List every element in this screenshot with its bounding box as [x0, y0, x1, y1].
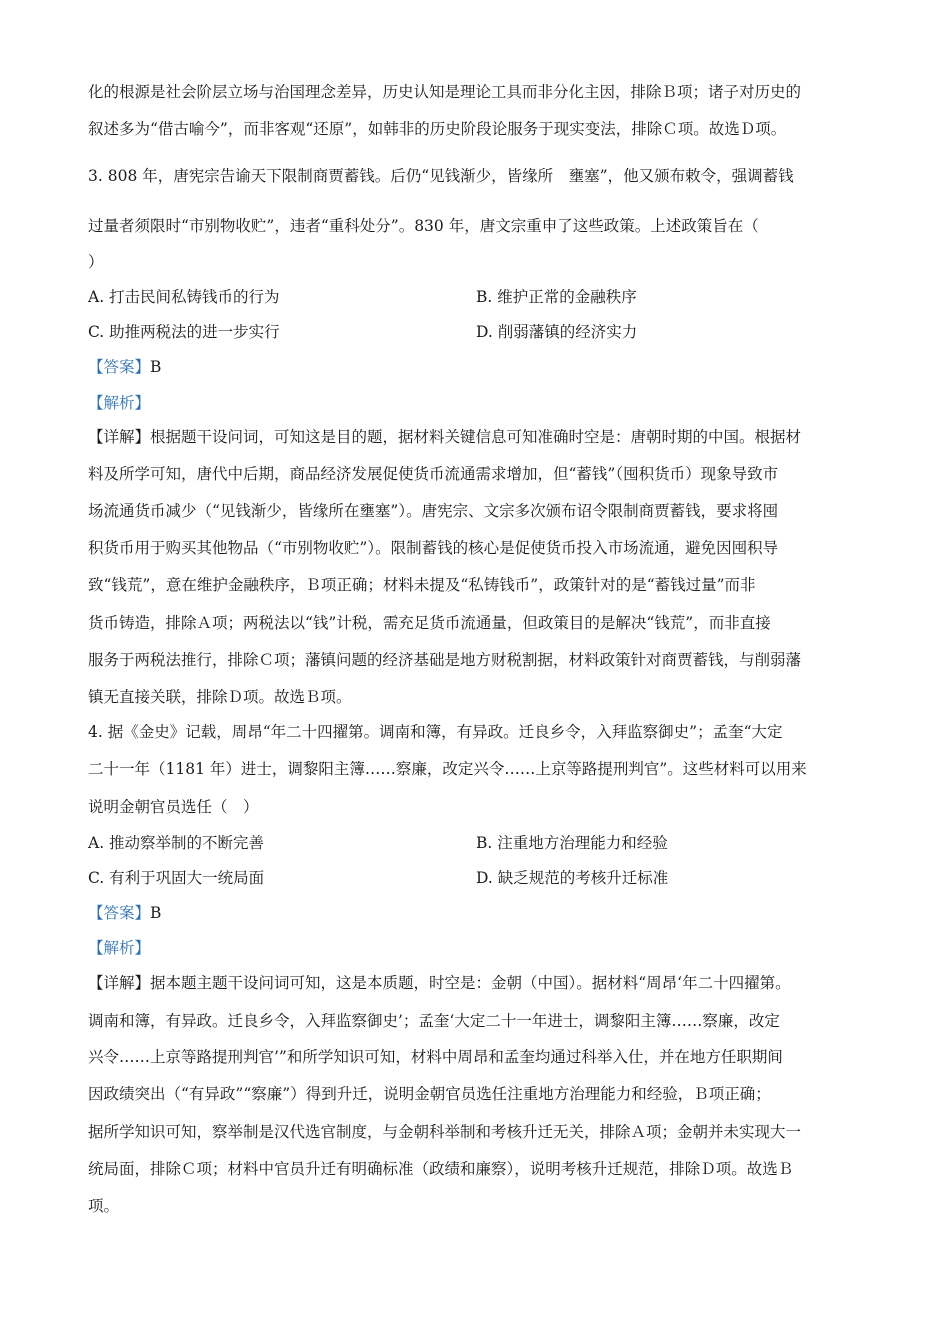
q4-option-d: D. 缺乏规范的考核升迁标准	[476, 869, 669, 887]
q3-stem-line-2: 过量者须限时“市别物收贮”，违者“重科处分”。830 年，唐文宗重申了这些政策。上述政策旨在（	[88, 217, 759, 235]
q3-option-d: D. 削弱藩镇的经济实力	[476, 323, 638, 341]
q3-answer-value: B	[150, 358, 162, 376]
q3-stem-line-1: 3. 808 年，唐宪宗告谕天下限制商贾蓄钱。后仍“见钱渐少，皆缘所 壅塞”，他又颁布敕令，强调蓄钱	[88, 167, 794, 185]
q3-option-b: B. 维护正常的金融秩序	[476, 288, 637, 306]
q4-stem-line-2: 二十一年（1181 年）进士，调黎阳主簿……察廉，改定兴令……上京等路提刑判官”。这些材料可以用来	[88, 760, 807, 778]
q3-detail-line-5: 致“钱荒”，意在维护金融秩序，Ｂ项正确；材料未提及“私铸钱币”，政策针对的是“蓄钱过量”而非	[88, 576, 756, 594]
q4-option-a: A. 推动察举制的不断完善	[88, 834, 265, 852]
q4-option-b: B. 注重地方治理能力和经验	[476, 834, 668, 852]
q4-answer-tag: 【答案】	[88, 904, 151, 922]
q3-detail-line-2: 料及所学可知，唐代中后期，商品经济发展促使货币流通需求增加，但“蓄钱”（囤积货币）现象导致市	[88, 465, 779, 483]
q4-answer-value: B	[150, 904, 162, 922]
q3-detail-line-3: 场流通货币减少（“见钱渐少，皆缘所在壅塞”）。唐宪宗、文宗多次颁布诏令限制商贾蓄钱，要求将囤	[88, 502, 779, 520]
q3-detail-line-7: 服务于两税法推行，排除Ｃ项；藩镇问题的经济基础是地方财税割据，材料政策针对商贾蓄钱，与削弱藩	[88, 651, 802, 669]
q4-option-c: C. 有利于巩固大一统局面	[88, 869, 265, 887]
q4-stem-line-1: 4. 据《金史》记载，周昂“年二十四擢第。调南和簿，有异政。迁良乡令，入拜监察御史”；孟奎“大定	[88, 723, 783, 741]
intro-line-2: 叙述多为“借古喻今”，而非客观“还原”，如韩非的历史阶段论服务于现实变法，排除Ｃ项。故选Ｄ项。	[88, 120, 787, 138]
q3-detail-line-6: 货币铸造，排除Ａ项；两税法以“钱”计税，需充足货币流通量，但政策目的是解决“钱荒”，而非直接	[88, 614, 771, 632]
q4-detail-line-4: 因政绩突出（“有异政”“察廉”）得到升迁，说明金朝官员选任注重地方治理能力和经验，Ｂ项正确；	[88, 1085, 771, 1103]
q4-analysis-tag: 【解析】	[88, 939, 151, 957]
q3-stem-line-3: ）	[88, 253, 104, 271]
intro-line-1: 化的根源是社会阶层立场与治国理念差异，历史认知是理论工具而非分化主因，排除Ｂ项；诸子对历史的	[88, 83, 802, 101]
q4-stem-line-3: 说明金朝官员选任（ ）	[88, 798, 259, 816]
q3-detail-line-8: 镇无直接关联，排除Ｄ项。故选Ｂ项。	[88, 688, 352, 706]
q3-detail-line-4: 积货币用于购买其他物品（“市别物收贮”）。限制蓄钱的核心是促使货币投入市场流通，避免因囤积导	[88, 539, 779, 557]
q4-detail-line-6: 统局面，排除Ｃ项；材料中官员升迁有明确标准（政绩和廉察），说明考核升迁规范，排除Ｄ项。故选Ｂ	[88, 1160, 794, 1178]
q4-detail-line-2: 调南和簿，有异政。迁良乡令，入拜监察御史’；孟奎‘大定二十一年进士，调黎阳主簿……察廉，改定	[88, 1012, 780, 1030]
q3-answer-tag: 【答案】	[88, 358, 151, 376]
q3-answer	[88, 357, 161, 377]
q4-detail-line-7: 项。	[88, 1197, 120, 1215]
q4-answer	[88, 903, 161, 923]
q4-detail-line-5: 据所学知识可知，察举制是汉代选官制度，与金朝科举制和考核升迁无关，排除Ａ项；金朝并未实现大一	[88, 1123, 802, 1141]
q3-option-c: C. 助推两税法的进一步实行	[88, 323, 280, 341]
q3-detail-line-1: 【详解】根据题干设问词，可知这是目的题，据材料关键信息可知准确时空是：唐朝时期的中国。根据材	[88, 428, 802, 446]
q4-detail-line-1: 【详解】据本题主题干设问词可知，这是本质题，时空是：金朝（中国）。据材料“周昂‘年二十四擢第。	[88, 974, 791, 992]
q3-analysis-tag: 【解析】	[88, 394, 151, 412]
q4-detail-line-3: 兴令……上京等路提刑判官’”和所学知识可知，材料中周昂和孟奎均通过科举入仕，并在地方任职期间	[88, 1048, 783, 1066]
q3-option-a: A. 打击民间私铸钱币的行为	[88, 288, 280, 306]
